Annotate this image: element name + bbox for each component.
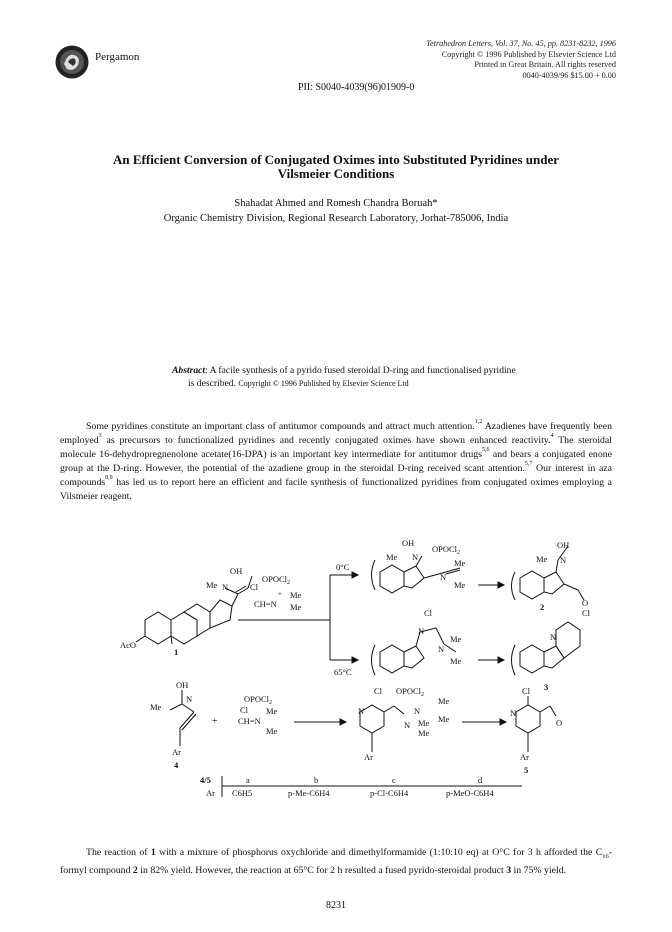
ref: 5,7 — [524, 461, 533, 468]
ref: 1,2 — [474, 419, 483, 425]
label-me: Me — [454, 580, 466, 590]
steroid-1-structure — [136, 576, 252, 644]
label-me: Me — [386, 552, 398, 562]
reaction-scheme — [0, 530, 672, 810]
label-ar: Ar — [364, 752, 373, 762]
label-opocl2: OPOCl$_2$ — [244, 694, 273, 706]
label-n: N — [186, 694, 193, 704]
issn-line: 0040-4039/96 $15.00 + 0.00 — [522, 70, 616, 80]
product-2-structure — [512, 546, 585, 600]
affiliation: Organic Chemistry Division, Regional Research Laboratory, Jorhat-785006, India — [163, 213, 509, 224]
label-temp-low: 0°C — [336, 562, 350, 572]
label-oh: OH — [557, 540, 570, 550]
label-me: Me — [290, 602, 302, 612]
pyridine-5-structure — [516, 696, 556, 752]
label-me: Me — [266, 706, 278, 716]
abstract-text-2: is described. — [188, 378, 236, 390]
results-paragraph: The reaction of 1 with a mixture of phosphorus oxychloride and dimethylformamide (1:10:10 eq) at O°C for 3 h afforded the $C_{16}$-formyl compound 2 in 82% yield. However, the reaction at 65°C for 2 h resulted a fused pyrido-steroidal product 3 in 75% yield. — [60, 847, 612, 877]
ref: 5,6 — [482, 447, 490, 454]
abstract — [172, 364, 592, 391]
label-oh: OH — [230, 566, 243, 576]
label-n: N — [560, 555, 567, 565]
ref: 3 — [98, 433, 102, 440]
label-me: Me — [150, 702, 162, 712]
table-col-b: b — [314, 775, 319, 785]
table-val-a: C6H5 — [232, 788, 253, 798]
label-me: Me — [266, 726, 278, 736]
table-val-b: p-Me-C6H4 — [288, 788, 330, 798]
compound-5-number: 5 — [524, 765, 529, 775]
intro-paragraph: Some pyridines constitute an important class of antitumor compounds and attract much attention.$^{1,2}$ Azadienes have frequently been employed$^3$ as precursors to functionalized pyridines and recently conjugated oximes have shown enhanced reactivity.$^4$ The steroidal molecule 16-dehydropregnenolone acetate(16-DPA) is an important key intermediate for antitumor drugs$^{5,6}$ and bears a conjugated enone group at the D-ring. However, the potential of the azadiene group in the steroidal D-ring received scant attention.$^{5,7}$ Our interest in aza compounds$^{8,9}$ has led us to report here an efficient and facile synthesis of functionalized pyridines from conjugated oximes employing a Vilsmeier reagent. — [60, 419, 613, 503]
ref: 4 — [550, 433, 554, 440]
label-plus: + — [278, 590, 282, 598]
label-me: Me — [450, 656, 462, 666]
compound-3-number: 3 — [544, 682, 549, 692]
label-vilsmeier: CH=N — [254, 599, 277, 609]
abstract-label: Abstract — [172, 365, 206, 376]
label-n: N — [412, 552, 419, 562]
printed-line: Printed in Great Britain. All rights reserved — [474, 60, 616, 70]
ref: 8,9 — [105, 475, 113, 482]
label-n: N — [418, 626, 425, 636]
label-opocl2: OPOCl$_2$ — [432, 544, 461, 556]
label-oh: OH — [176, 680, 189, 690]
title-line-2: Vilsmeier Conditions — [277, 166, 395, 181]
compound-4-number: 4 — [174, 760, 179, 770]
product-3-structure — [512, 622, 581, 675]
abstract-text: : A facile synthesis of a pyrido fused steroidal D-ring and functionalised pyridine — [205, 365, 516, 376]
table-col-c: c — [392, 775, 396, 785]
label-temp-high: 65°C — [334, 667, 352, 677]
label-cl: Cl — [424, 608, 433, 618]
label-ar: Ar — [520, 752, 529, 762]
pergamon-logo — [54, 44, 90, 80]
intermediate-aryl-structure — [360, 705, 404, 752]
pii: PII: S0040-4039(96)01909-0 — [298, 82, 415, 93]
page-number: 8231 — [326, 900, 346, 911]
label-plus: + — [212, 716, 218, 727]
table-col-d: d — [478, 775, 483, 785]
label-aco: AcO — [120, 640, 137, 650]
label-me: Me — [536, 554, 548, 564]
label-n: N — [550, 632, 557, 642]
label-me: Me — [290, 590, 302, 600]
label-opocl2: OPOCl$_2$ — [262, 574, 291, 586]
label-n: N — [222, 582, 229, 592]
table-val-d: p-MeO-C6H4 — [446, 788, 494, 798]
paper-title — [60, 153, 612, 181]
copyright-line: Copyright © 1996 Published by Elsevier Science Ltd — [441, 49, 616, 59]
label-me: Me — [438, 696, 450, 706]
label-n: N — [440, 572, 447, 582]
author-block — [60, 196, 612, 226]
label-cl: Cl — [374, 686, 383, 696]
label-n: N — [510, 708, 517, 718]
label-me: Me — [454, 558, 466, 568]
table-row-head: 4/5 — [200, 775, 211, 785]
label-me: Me — [450, 634, 462, 644]
label-n: N — [438, 644, 445, 654]
table-val-c: p-Cl-C6H4 — [370, 788, 409, 798]
authors: Shahadat Ahmed and Romesh Chandra Boruah* — [234, 198, 438, 209]
label-cl: Cl — [582, 608, 591, 618]
label-me: Me — [418, 728, 430, 738]
label-cl: Cl — [250, 582, 259, 592]
label-cl: Cl — [240, 705, 249, 715]
label-me: Me — [418, 718, 430, 728]
title-line-1: An Efficient Conversion of Conjugated Oximes into Substituted Pyridines under — [113, 152, 559, 167]
label-me: Me — [438, 714, 450, 724]
label-o: O — [556, 718, 563, 728]
journal-header — [426, 39, 616, 81]
label-ar: Ar — [172, 747, 181, 757]
journal-citation: Tetrahedron Letters, Vol. 37, No. 45, pp. 8231-8232, 1996 — [426, 39, 616, 48]
label-opocl2: OPOCl$_2$ — [396, 686, 425, 698]
table-ar-head: Ar — [206, 788, 215, 798]
label-cl: Cl — [522, 686, 531, 696]
label-n: N — [414, 706, 421, 716]
label-o: O — [582, 598, 589, 608]
table-col-a: a — [246, 775, 250, 785]
label-vilsmeier: CH=N — [238, 716, 261, 726]
label-n: N — [404, 720, 411, 730]
label-n: N — [358, 706, 365, 716]
publisher-name: Pergamon — [95, 51, 140, 63]
compound-1-number: 1 — [174, 647, 179, 657]
label-oh: OH — [402, 538, 415, 548]
label-me: Me — [206, 580, 218, 590]
compound-2-number: 2 — [540, 602, 545, 612]
abstract-copyright: Copyright © 1996 Published by Elsevier Science Ltd — [238, 379, 409, 389]
